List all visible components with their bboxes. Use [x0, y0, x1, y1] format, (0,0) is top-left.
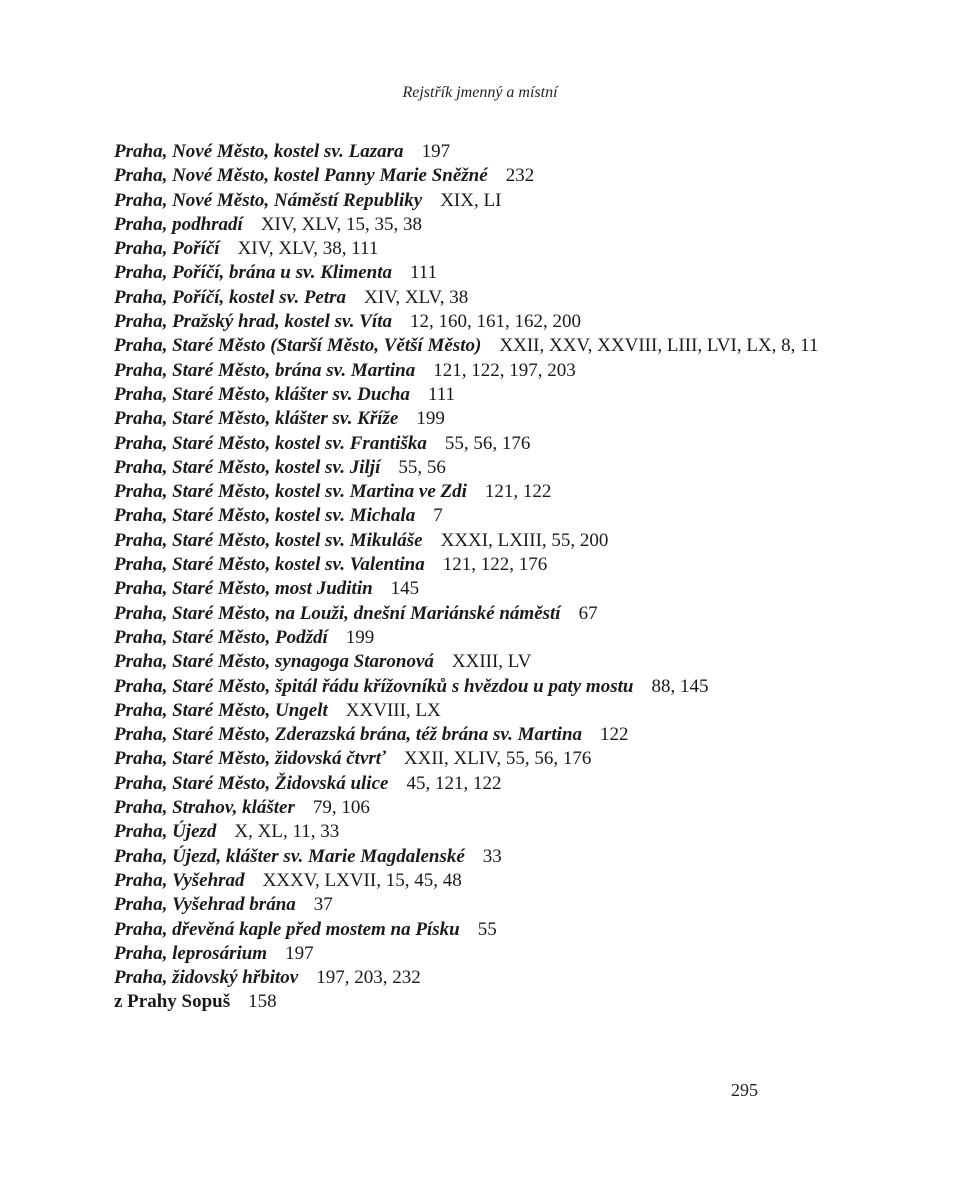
- index-pages: 67: [578, 602, 598, 624]
- index-entry: [114, 675, 834, 699]
- index-term: Praha, Újezd, klášter sv. Marie Magdalenské: [114, 845, 465, 867]
- index-term: Praha, Staré Město (Starší Město, Větší Město): [114, 335, 482, 357]
- index-pages: 12, 160, 161, 162, 200: [410, 311, 581, 333]
- index-pages: 33: [482, 845, 502, 867]
- index-term: Praha, Staré Město, kostel sv. Jiljí: [114, 456, 381, 478]
- index-term: Praha, Staré Město, špitál řádu křížovníků s hvězdou u paty mostu: [114, 675, 634, 697]
- index-entry: [114, 869, 834, 893]
- index-term: Praha, Újezd: [114, 821, 217, 843]
- index-term: Praha, Staré Město, brána sv. Martina: [114, 359, 416, 381]
- index-term: Praha, Staré Město, synagoga Staronová: [114, 651, 434, 673]
- index-entry: [114, 990, 834, 1014]
- index-term: Praha, Staré Město, kostel sv. Františka: [114, 432, 427, 454]
- index-entry: [114, 140, 834, 164]
- index-entry: [114, 602, 834, 626]
- index-pages: 158: [248, 991, 277, 1013]
- index-pages: 55, 56, 176: [444, 432, 531, 454]
- index-pages: XXII, XLIV, 55, 56, 176: [403, 748, 592, 770]
- index-term: Praha, Staré Město, Židovská ulice: [114, 772, 389, 794]
- index-term: Praha, Poříčí, brána u sv. Klimenta: [114, 262, 392, 284]
- index-entry: [114, 966, 834, 990]
- index-term: Praha, Staré Město, kostel sv. Michala: [114, 505, 416, 527]
- index-list: [114, 140, 834, 1015]
- index-pages: 88, 145: [651, 675, 709, 697]
- index-term: Praha, Staré Město, klášter sv. Ducha: [114, 383, 410, 405]
- index-entry: [114, 845, 834, 869]
- index-entry: [114, 213, 834, 237]
- index-term: Praha, Pražský hrad, kostel sv. Víta: [114, 311, 392, 333]
- index-entry: [114, 723, 834, 747]
- index-pages: 121, 122, 176: [442, 554, 548, 576]
- index-pages: 45, 121, 122: [406, 772, 502, 794]
- index-term: Praha, Staré Město, Podždí: [114, 626, 328, 648]
- index-term: Praha, Poříčí: [114, 238, 220, 260]
- index-pages: XIV, XLV, 38, 111: [237, 238, 379, 260]
- index-entry: [114, 261, 834, 285]
- index-entry: [114, 650, 834, 674]
- index-entry: [114, 553, 834, 577]
- index-term: Praha, Strahov, klášter: [114, 797, 295, 819]
- index-entry: [114, 237, 834, 261]
- index-term: Praha, dřevěná kaple před mostem na Písku: [114, 918, 460, 940]
- index-pages: 121, 122, 197, 203: [433, 359, 576, 381]
- index-entry: [114, 407, 834, 431]
- index-entry: [114, 504, 834, 528]
- index-pages: XXVIII, LX: [345, 699, 441, 721]
- index-entry: [114, 699, 834, 723]
- index-pages: 121, 122: [484, 481, 552, 503]
- index-entry: [114, 456, 834, 480]
- index-term: Praha, Staré Město, na Louži, dnešní Mariánské náměstí: [114, 602, 561, 624]
- index-term: Praha, židovský hřbitov: [114, 967, 299, 989]
- index-term: Praha, Staré Město, klášter sv. Kříže: [114, 408, 399, 430]
- index-pages: 55: [477, 918, 497, 940]
- index-pages: X, XL, 11, 33: [234, 821, 340, 843]
- index-entry: [114, 893, 834, 917]
- index-entry: [114, 820, 834, 844]
- index-entry: [114, 432, 834, 456]
- index-pages: 197: [421, 141, 451, 162]
- index-entry: [114, 359, 834, 383]
- index-entry: [114, 164, 834, 188]
- index-pages: XXXV, LXVII, 15, 45, 48: [262, 869, 462, 891]
- index-term: Praha, leprosárium: [114, 942, 268, 964]
- index-pages: 122: [600, 724, 629, 746]
- index-pages: 199: [345, 626, 375, 648]
- index-term: Praha, Vyšehrad brána: [114, 894, 296, 916]
- index-pages: XXIII, LV: [451, 651, 532, 673]
- index-pages: 37: [313, 894, 333, 916]
- index-pages: 111: [427, 383, 456, 405]
- index-pages: 197, 203, 232: [316, 967, 421, 989]
- index-entry: [114, 772, 834, 796]
- index-term: Praha, Vyšehrad: [114, 869, 245, 891]
- index-term: Praha, Staré Město, most Juditin: [114, 578, 373, 600]
- index-term: Praha, Nové Město, Náměstí Republiky: [114, 189, 423, 211]
- index-pages: 145: [390, 578, 420, 600]
- index-entry: [114, 189, 834, 213]
- index-pages: 79, 106: [312, 797, 370, 819]
- running-head: Rejstřík jmenný a místní: [402, 84, 558, 101]
- index-entry: [114, 310, 834, 334]
- index-entry: [114, 529, 834, 553]
- index-term: Praha, Nové Město, kostel Panny Marie Sněžné: [114, 165, 488, 187]
- index-entry: [114, 796, 834, 820]
- index-pages: XIV, XLV, 15, 35, 38: [260, 213, 422, 235]
- index-pages: XXXI, LXIII, 55, 200: [440, 529, 609, 551]
- index-term: Praha, podhradí: [114, 213, 243, 235]
- index-term: Praha, Poříčí, kostel sv. Petra: [114, 286, 347, 308]
- index-entry: [114, 918, 834, 942]
- index-entry: [114, 626, 834, 650]
- index-entry: [114, 383, 834, 407]
- index-entry: [114, 577, 834, 601]
- index-pages: 232: [505, 165, 535, 187]
- index-term: Praha, Staré Město, kostel sv. Mikuláše: [114, 529, 423, 551]
- index-term: Praha, Staré Město, Ungelt: [114, 699, 328, 721]
- index-pages: 199: [416, 408, 445, 430]
- index-pages: XIX, LI: [440, 189, 502, 211]
- index-entry: [114, 942, 834, 966]
- index-term: Praha, Staré Město, kostel sv. Martina ve Zdi: [114, 481, 467, 503]
- index-pages: 111: [410, 262, 438, 284]
- index-entry: [114, 747, 834, 771]
- index-entry: [114, 286, 834, 310]
- index-pages: 7: [433, 505, 443, 527]
- index-pages: 55, 56: [398, 456, 446, 478]
- index-pages: XXII, XXV, XXVIII, LIII, LVI, LX, 8, 11: [499, 335, 819, 357]
- index-term: z Prahy Sopuš: [114, 991, 231, 1013]
- index-term: Praha, Staré Město, Zderazská brána, též brána sv. Martina: [114, 724, 583, 746]
- index-pages: 197: [285, 942, 314, 964]
- index-term: Praha, Nové Město, kostel sv. Lazara: [114, 141, 404, 162]
- index-entry: [114, 334, 834, 358]
- index-pages: XIV, XLV, 38: [364, 286, 469, 308]
- index-term: Praha, Staré Město, kostel sv. Valentina: [114, 554, 425, 576]
- page-number: 295: [731, 1080, 758, 1100]
- index-term: Praha, Staré Město, židovská čtvrť: [114, 748, 386, 770]
- index-entry: [114, 480, 834, 504]
